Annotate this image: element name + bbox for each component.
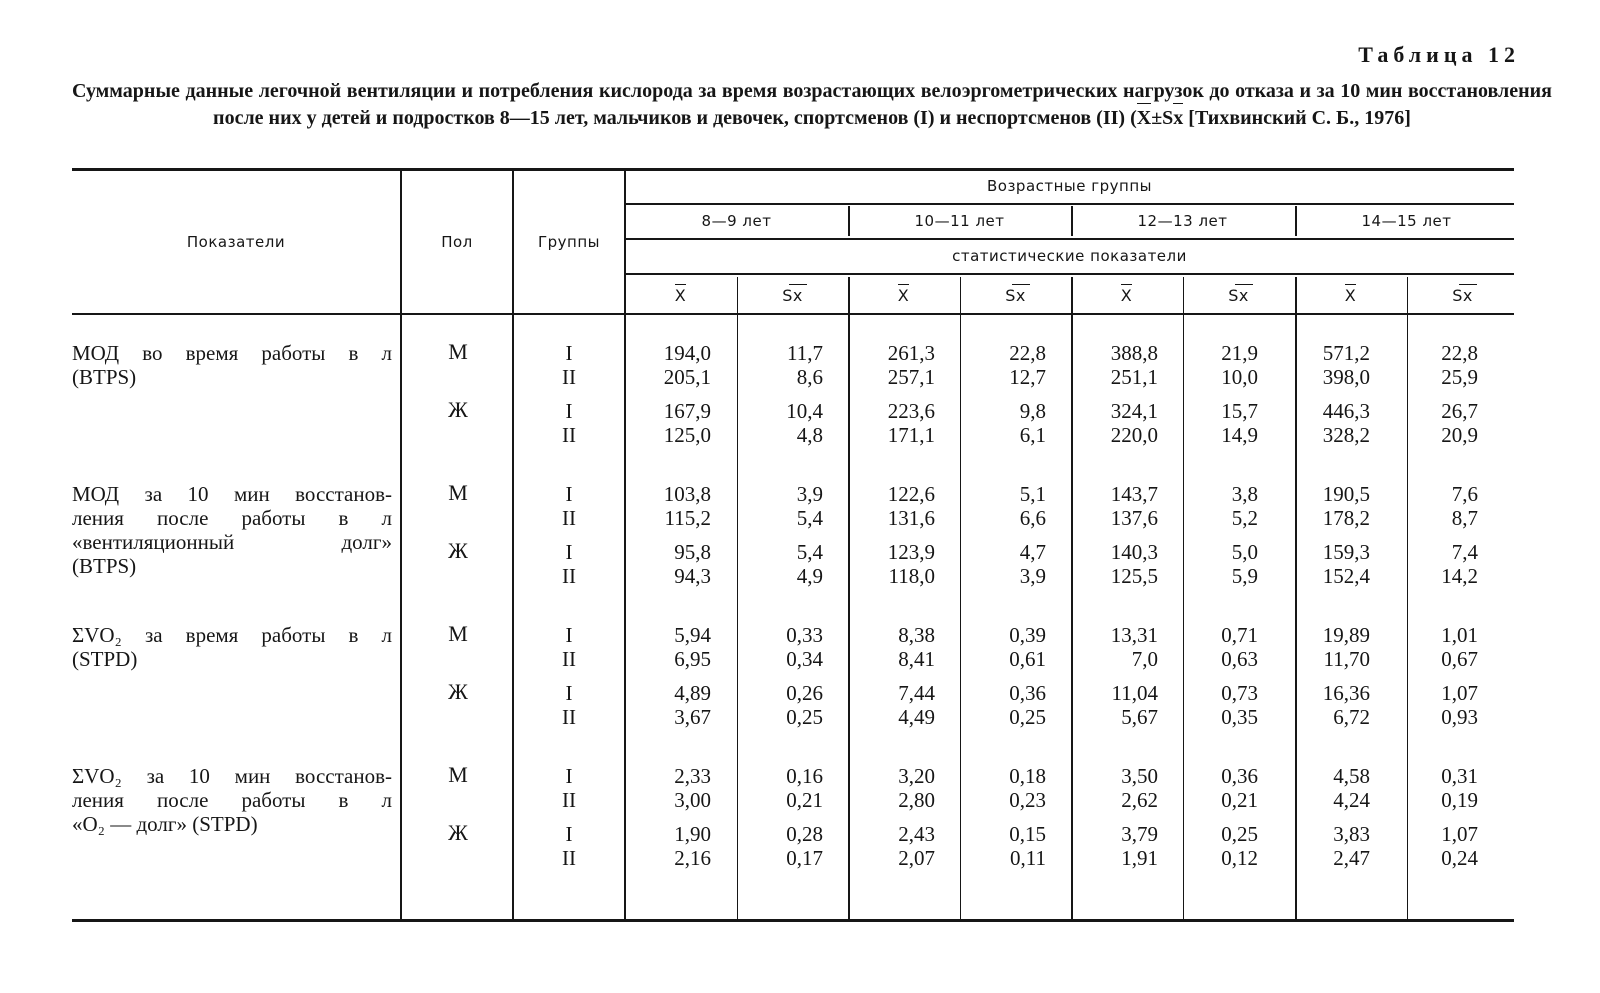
sem-value: 0,71 0,63 [1221, 623, 1258, 671]
mean-value: 140,3 125,5 [1110, 540, 1158, 588]
mean-value: 4,58 4,24 [1333, 764, 1370, 812]
mean-value: 3,83 2,47 [1333, 822, 1370, 870]
indicator-label [72, 482, 392, 578]
header-mean: X [674, 286, 687, 305]
indicator-line: ления после работы в л [72, 788, 392, 812]
mean-value: 261,3 257,1 [887, 341, 935, 389]
sem-value: 1,07 0,93 [1441, 681, 1478, 729]
sem-value: 0,15 0,11 [1009, 822, 1046, 870]
mean-value: 194,0 205,1 [663, 341, 711, 389]
group-cell: I II [562, 399, 576, 447]
group-cell: I II [562, 764, 576, 812]
sem-value: 0,25 0,12 [1221, 822, 1258, 870]
group-cell: I II [562, 341, 576, 389]
mean-value: 123,9 118,0 [887, 540, 935, 588]
header-groups: Группы [537, 233, 600, 251]
header-sem: Sx [1452, 286, 1473, 305]
sem-value: 0,28 0,17 [786, 822, 823, 870]
indicator-line: «O₂ — долг» (STPD) [72, 812, 258, 836]
header-age-groups: Возрастные группы [986, 177, 1153, 195]
sem-value: 0,73 0,35 [1221, 681, 1258, 729]
sem-value: 7,4 14,2 [1441, 540, 1478, 588]
mean-value: 7,44 4,49 [898, 681, 935, 729]
table-caption: Суммарные данные легочной вентиляции и потребления кислорода за время возрастающих велоэргометрических нагрузок до отказа и за 10 мин восстановления после них у детей и подростков 8—15 лет, мальчиков и девочек, спортсменов (I) и неспортсменов (II) (X±Sx [Тихвинский С. Б., 1976] [72, 78, 1552, 132]
indicator-line: (STPD) [72, 647, 138, 671]
sem-value: 9,8 6,1 [1019, 399, 1046, 447]
sex-cell: М [448, 621, 468, 646]
indicator-label [72, 341, 392, 389]
mean-value: 388,8 251,1 [1110, 341, 1158, 389]
sem-value: 0,18 0,23 [1009, 764, 1046, 812]
header-sem: Sx [782, 286, 803, 305]
indicator-line: «вентиляционный долг» [72, 530, 392, 554]
sem-value: 1,07 0,24 [1441, 822, 1478, 870]
sem-value: 0,16 0,21 [786, 764, 823, 812]
group-cell: I II [562, 681, 576, 729]
mean-value: 16,36 6,72 [1322, 681, 1370, 729]
sem-value: 7,6 8,7 [1451, 482, 1478, 530]
group-cell: I II [562, 482, 576, 530]
rule-age-groups [625, 203, 1514, 205]
sem-value: 3,8 5,2 [1231, 482, 1258, 530]
indicator-label [72, 623, 392, 671]
mean-value: 2,43 2,07 [898, 822, 935, 870]
header-mean: X [1344, 286, 1357, 305]
sem-value: 0,31 0,19 [1441, 764, 1478, 812]
sem-value: 0,33 0,34 [786, 623, 823, 671]
mean-value: 143,7 137,6 [1110, 482, 1158, 530]
rule-bottom [72, 919, 1514, 922]
indicator-line: ΣVO₂ за время работы в л [72, 623, 392, 647]
mean-value: 122,6 131,6 [887, 482, 935, 530]
mean-value: 103,8 115,2 [663, 482, 711, 530]
sem-value: 0,39 0,61 [1009, 623, 1046, 671]
sem-value: 0,36 0,21 [1221, 764, 1258, 812]
sem-value: 22,8 25,9 [1441, 341, 1478, 389]
sem-value: 11,7 8,6 [787, 341, 823, 389]
rule-top [72, 168, 1514, 171]
sem-value: 5,0 5,9 [1231, 540, 1258, 588]
mean-value: 95,8 94,3 [674, 540, 711, 588]
sem-value: 5,4 4,9 [796, 540, 823, 588]
sem-value: 15,7 14,9 [1221, 399, 1258, 447]
rule-stat [625, 273, 1514, 275]
sem-value: 4,7 3,9 [1019, 540, 1046, 588]
mean-value: 159,3 152,4 [1322, 540, 1370, 588]
header-age-2: 10—11 лет [914, 212, 1005, 230]
table-number: Таблица 12 [1358, 42, 1520, 67]
sem-value: 1,01 0,67 [1441, 623, 1478, 671]
indicator-line: ΣVO₂ за 10 мин восстанов- [72, 764, 392, 788]
sem-value: 3,9 5,4 [796, 482, 823, 530]
mean-value: 11,04 5,67 [1111, 681, 1158, 729]
header-age-1: 8—9 лет [701, 212, 772, 230]
mean-value: 324,1 220,0 [1110, 399, 1158, 447]
header-indicators: Показатели [186, 233, 286, 251]
sem-value: 10,4 4,8 [786, 399, 823, 447]
rule-ages [625, 238, 1514, 240]
header-mean: X [897, 286, 910, 305]
mean-value: 3,20 2,80 [898, 764, 935, 812]
sex-cell: Ж [448, 820, 468, 845]
mean-value: 3,79 1,91 [1121, 822, 1158, 870]
header-sex: Пол [441, 233, 473, 251]
indicator-line: ления после работы в л [72, 506, 392, 530]
mean-value: 190,5 178,2 [1322, 482, 1370, 530]
indicator-line: МОД во время работы в л [72, 341, 392, 365]
mean-value: 571,2 398,0 [1322, 341, 1370, 389]
sem-value: 0,36 0,25 [1009, 681, 1046, 729]
sex-cell: М [448, 480, 468, 505]
mean-value: 1,90 2,16 [674, 822, 711, 870]
sem-value: 26,7 20,9 [1441, 399, 1478, 447]
mean-value: 8,38 8,41 [898, 623, 935, 671]
sem-value: 21,9 10,0 [1221, 341, 1258, 389]
group-cell: I II [562, 540, 576, 588]
mean-value: 13,31 7,0 [1110, 623, 1158, 671]
header-sem: Sx [1228, 286, 1249, 305]
sem-value: 5,1 6,6 [1019, 482, 1046, 530]
group-cell: I II [562, 822, 576, 870]
mean-value: 19,89 11,70 [1322, 623, 1370, 671]
sex-cell: Ж [448, 679, 468, 704]
mean-value: 3,50 2,62 [1121, 764, 1158, 812]
group-cell: I II [562, 623, 576, 671]
sex-cell: М [448, 762, 468, 787]
sem-value: 0,26 0,25 [786, 681, 823, 729]
header-age-3: 12—13 лет [1137, 212, 1228, 230]
mean-value: 446,3 328,2 [1322, 399, 1370, 447]
sex-cell: М [448, 339, 468, 364]
mean-value: 2,33 3,00 [674, 764, 711, 812]
indicator-line: МОД за 10 мин восстанов- [72, 482, 392, 506]
header-mean: X [1120, 286, 1133, 305]
mean-value: 167,9 125,0 [663, 399, 711, 447]
mean-value: 5,94 6,95 [674, 623, 711, 671]
header-stat-indicators: статистические показатели [952, 247, 1187, 265]
sex-cell: Ж [448, 397, 468, 422]
rule-header-bottom [72, 313, 1514, 315]
indicator-line: (BTPS) [72, 554, 137, 578]
sex-cell: Ж [448, 538, 468, 563]
mean-value: 223,6 171,1 [887, 399, 935, 447]
header-age-4: 14—15 лет [1361, 212, 1452, 230]
indicator-line: (BTPS) [72, 365, 137, 389]
indicator-label [72, 764, 392, 836]
sem-value: 22,8 12,7 [1009, 341, 1046, 389]
mean-value: 4,89 3,67 [674, 681, 711, 729]
header-sem: Sx [1005, 286, 1026, 305]
